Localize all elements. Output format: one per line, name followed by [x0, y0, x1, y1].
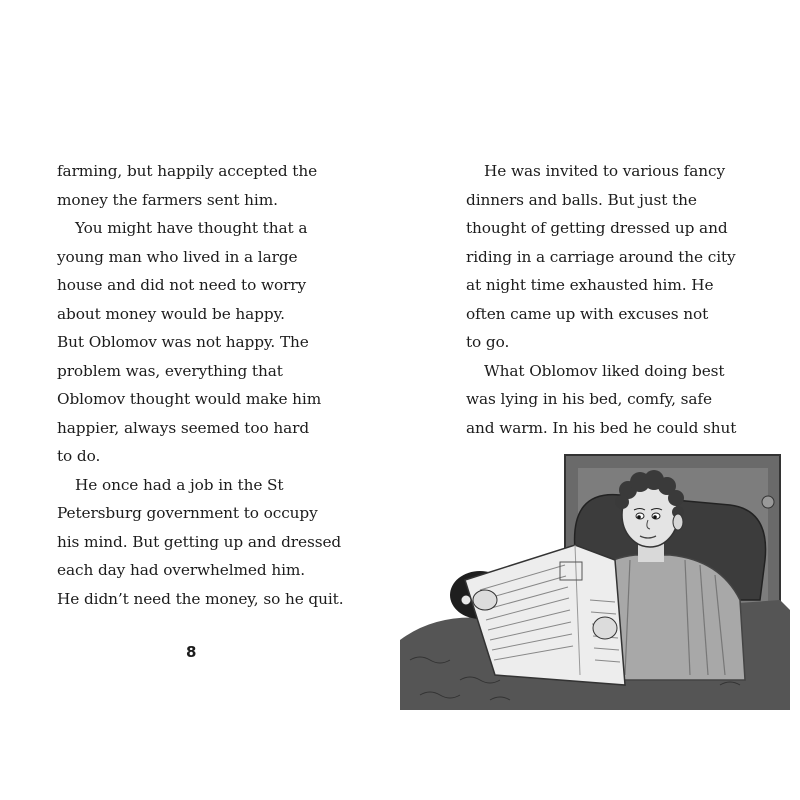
- text-line: problem was, everything that: [57, 361, 283, 380]
- text-line: What Oblomov liked doing best: [484, 361, 725, 380]
- text-line: But Oblomov was not happy. The: [57, 333, 309, 351]
- right-page: [400, 0, 800, 800]
- text-line: He once had a job in the St: [75, 475, 284, 494]
- text-line: happier, always seemed too hard: [57, 418, 310, 437]
- text-line: riding in a carriage around the city: [466, 247, 736, 266]
- page-number: 8: [186, 643, 197, 661]
- text-line: farming, but happily accepted the: [57, 162, 318, 180]
- left-text-column: [57, 157, 357, 613]
- text-line: money the farmers sent him.: [57, 190, 278, 209]
- text-line: to do.: [57, 447, 101, 465]
- text-line: thought of getting dressed up and: [466, 219, 728, 237]
- text-line: each day had overwhelmed him.: [57, 561, 306, 579]
- text-line: was lying in his bed, comfy, safe: [466, 390, 712, 408]
- text-line: house and did not need to worry: [57, 276, 307, 294]
- text-line: about money would be happy.: [57, 304, 285, 323]
- text-line: He was invited to various fancy: [484, 162, 726, 180]
- right-text-column: [466, 157, 766, 442]
- text-line: Petersburg government to occupy: [57, 504, 318, 522]
- text-line: and warm. In his bed he could shut: [466, 418, 737, 437]
- text-line: to go.: [466, 333, 510, 351]
- text-line: dinners and balls. But just the: [466, 190, 697, 209]
- text-line: He didn’t need the money, so he quit.: [57, 589, 344, 608]
- text-line: often came up with excuses not: [466, 304, 709, 323]
- text-line: at night time exhausted him. He: [466, 276, 714, 294]
- text-line: young man who lived in a large: [57, 247, 298, 266]
- text-line: You might have thought that a: [75, 219, 308, 237]
- text-line: his mind. But getting up and dressed: [57, 532, 342, 551]
- man-reading-newspaper-in-bed-illustration: [400, 450, 790, 710]
- text-line: Oblomov thought would make him: [57, 390, 322, 408]
